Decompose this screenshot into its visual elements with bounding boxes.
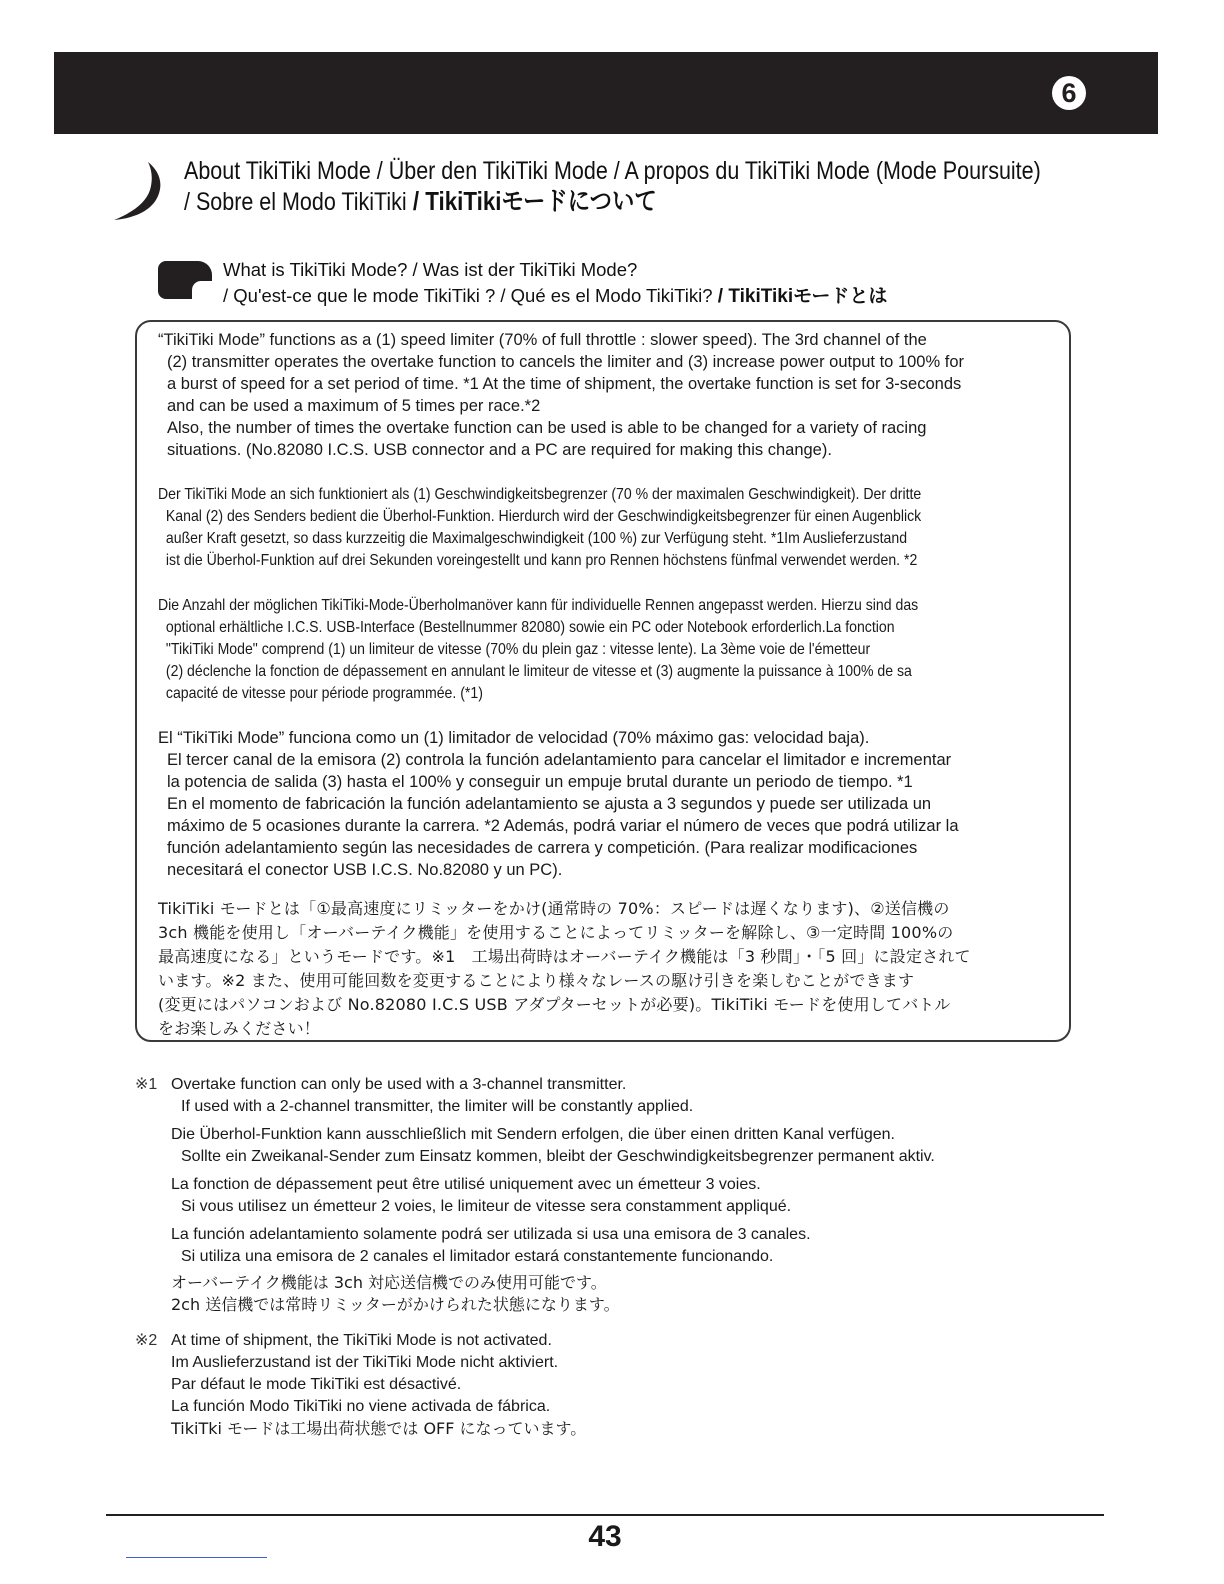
- text-line: la potencia de salida (3) hasta el 100% y conseguir un empuje brutal durante un periodo de tiempo. *1: [167, 773, 913, 791]
- text-line: máximo de 5 ocasiones durante la carrera. *2 Además, podrá variar el número de veces que podrá utilizar la: [167, 817, 959, 835]
- paragraph-german-french: [158, 595, 1064, 705]
- subsection-title-line1: What is TikiTiki Mode? / Was ist der TikiTiki Mode?: [223, 259, 638, 280]
- text-line: ist die Überhol-Funktion auf drei Sekunden voreingestellt und kann pro Rennen höchstens fünfmal verwendet werden. *2: [165, 552, 918, 569]
- header-bar: [54, 52, 1158, 134]
- page-title: [184, 156, 1044, 217]
- text-line: Die Anzahl der möglichen TikiTiki-Mode-Überholmanöver kann für individuelle Rennen angepasst werden. Hierzu sind das: [158, 597, 919, 614]
- text-line: El tercer canal de la emisora (2) controla la función adelantamiento para cancelar el limitador e incrementar: [167, 751, 952, 769]
- subsection-title-line2: / Qu'est-ce que le mode TikiTiki ? / Qué es el Modo TikiTiki?: [223, 285, 713, 306]
- text-line: capacité de vitesse pour période programmée. (*1): [165, 685, 483, 702]
- text-line: optional erhältliche I.C.S. USB-Interface (Bestellnummer 82080) sowie ein PC oder Notebook erforderlich.La fonction: [165, 619, 895, 636]
- text-line: El “TikiTiki Mode” funciona como un (1) limitador de velocidad (70% máximo gas: velocidad baja).: [158, 729, 870, 747]
- footnote-block: [171, 1330, 586, 1440]
- text-line: En el momento de fabricación la función adelantamiento se ajusta a 3 segundos y puede ser utilizada un: [167, 795, 932, 813]
- paragraph-spanish: [158, 727, 1063, 881]
- page-title-jp: / TikiTikiモードについて: [406, 186, 657, 216]
- text-line: außer Kraft gesetzt, so dass kurzzeitig die Maximalgeschwindigkeit (100 %) zur Verfügung steht. *1Im Auslieferzustand: [165, 530, 908, 547]
- subsection-title-jp: / TikiTikiモードとは: [712, 286, 888, 307]
- text-line: 2ch 送信機では常時リミッターがかけられた状態になります。: [171, 1295, 620, 1314]
- text-line: and can be used a maximum of 5 times per race.*2: [167, 397, 541, 415]
- text-line: "TikiTiki Mode" comprend (1) un limiteur de vitesse (70% du plein gaz : vitesse lente). La 3ème voie de l'émetteur: [165, 641, 871, 658]
- text-line: a burst of speed for a set period of time. *1 At the time of shipment, the overtake function is set for 3-seconds: [167, 375, 962, 393]
- subsection-icon: [158, 261, 212, 299]
- text-line: Im Auslieferzustand ist der TikiTiki Mode nicht aktiviert.: [171, 1354, 559, 1371]
- footnote-block: [171, 1124, 935, 1168]
- page-title-line1: About TikiTiki Mode / Über den TikiTiki Mode / A propos du TikiTiki Mode (Mode Poursuite): [184, 157, 1041, 185]
- text-line: La función Modo TikiTiki no viene activada de fábrica.: [171, 1398, 551, 1415]
- text-line: “TikiTiki Mode” functions as a (1) speed limiter (70% of full throttle : slower speed). The 3rd channel of the: [158, 331, 927, 349]
- footnote-block: [171, 1272, 620, 1316]
- text-line: situations. (No.82080 I.C.S. USB connector and a PC are required for making this change).: [167, 441, 832, 459]
- footnote-mark: ※2: [135, 1332, 158, 1349]
- text-line: TikiTki モードは工場出荷状態では OFF になっています。: [171, 1419, 587, 1438]
- text-line: (2) déclenche la fonction de dépassement en annulant le limiteur de vitesse et (3) augmente la puissance à 100% de sa: [165, 663, 912, 680]
- text-line: necesitará el conector USB I.C.S. No.82080 y un PC).: [167, 861, 563, 879]
- section-number-badge: 6: [1052, 76, 1086, 110]
- text-line: Si utiliza una emisora de 2 canales el limitador estará constantemente funcionando.: [181, 1248, 774, 1265]
- text-line: If used with a 2-channel transmitter, the limiter will be constantly applied.: [181, 1098, 694, 1115]
- footnote-block: [171, 1174, 791, 1218]
- text-line: función adelantamiento según las necesidades de carrera y competición. (Para realizar modificaciones: [167, 839, 918, 857]
- text-line: をお楽しみください！: [158, 1019, 321, 1038]
- text-line: Kanal (2) des Senders bedient die Überhol-Funktion. Hierdurch wird der Geschwindigkeitsbegrenzer für einen Augenblick: [165, 508, 922, 525]
- title-swoosh-icon: [112, 160, 178, 222]
- text-line: TikiTiki モードとは「①最高速度にリミッターをかけ(通常時の 70%：スピードは遅くなります)、②送信機の: [158, 899, 950, 918]
- text-line: Also, the number of times the overtake function can be used is able to be changed for a variety of racing: [167, 419, 927, 437]
- text-line: Par défaut le mode TikiTiki est désactivé.: [171, 1376, 462, 1393]
- footnote-block: [171, 1224, 811, 1268]
- text-line: (変更にはパソコンおよび No.82080 I.C.S USB アダプターセットが必要)。TikiTiki モードを使用してバトル: [158, 995, 951, 1014]
- text-line: At time of shipment, the TikiTiki Mode is not activated.: [171, 1332, 552, 1349]
- text-line: います。※2 また、使用可能回数を変更することにより様々なレースの駆け引きを楽しむことができます: [158, 971, 915, 990]
- text-line: La fonction de dépassement peut être utilisé uniquement avec un émetteur 3 voies.: [171, 1176, 761, 1193]
- text-line: Der TikiTiki Mode an sich funktioniert als (1) Geschwindigkeitsbegrenzer (70 % der maximalen Geschwindigkeit). Der dritte: [158, 486, 922, 503]
- text-line: Overtake function can only be used with a 3-channel transmitter.: [171, 1076, 627, 1093]
- page-title-line2: / Sobre el Modo TikiTiki: [184, 188, 407, 216]
- text-line: Die Überhol-Funktion kann ausschließlich mit Sendern erfolgen, die über einen dritten Kanal verfügen.: [171, 1126, 895, 1143]
- page-number: 43: [588, 1520, 622, 1553]
- text-line: Si vous utilisez un émetteur 2 voies, le limiteur de vitesse sera constamment appliqué.: [181, 1198, 792, 1215]
- text-line: 最高速度になる」というモードです。※1 工場出荷時はオーバーテイク機能は「3 秒間」・「5 回」に設定されて: [158, 947, 971, 966]
- text-line: La función adelantamiento solamente podrá ser utilizada si usa una emisora de 3 canales.: [171, 1226, 811, 1243]
- text-line: Sollte ein Zweikanal-Sender zum Einsatz kommen, bleibt der Geschwindigkeitsbegrenzer permanent aktiv.: [181, 1148, 935, 1165]
- link-underline: [126, 1557, 267, 1558]
- footnote-mark: ※1: [135, 1076, 158, 1093]
- text-line: オーバーテイク機能は 3ch 対応送信機でのみ使用可能です。: [171, 1273, 607, 1292]
- footnote-block: [171, 1074, 693, 1118]
- paragraph-german: [158, 484, 1064, 572]
- paragraph-english: [158, 329, 1063, 461]
- subsection-title: [223, 257, 1123, 310]
- footer-rule: [106, 1514, 1104, 1516]
- text-line: 3ch 機能を使用し「オーバーテイク機能」を使用することによってリミッターを解除し、③一定時間 100%の: [158, 923, 954, 942]
- text-line: (2) transmitter operates the overtake function to cancels the limiter and (3) increase power output to 100% for: [167, 353, 964, 371]
- paragraph-japanese: [158, 897, 1063, 1041]
